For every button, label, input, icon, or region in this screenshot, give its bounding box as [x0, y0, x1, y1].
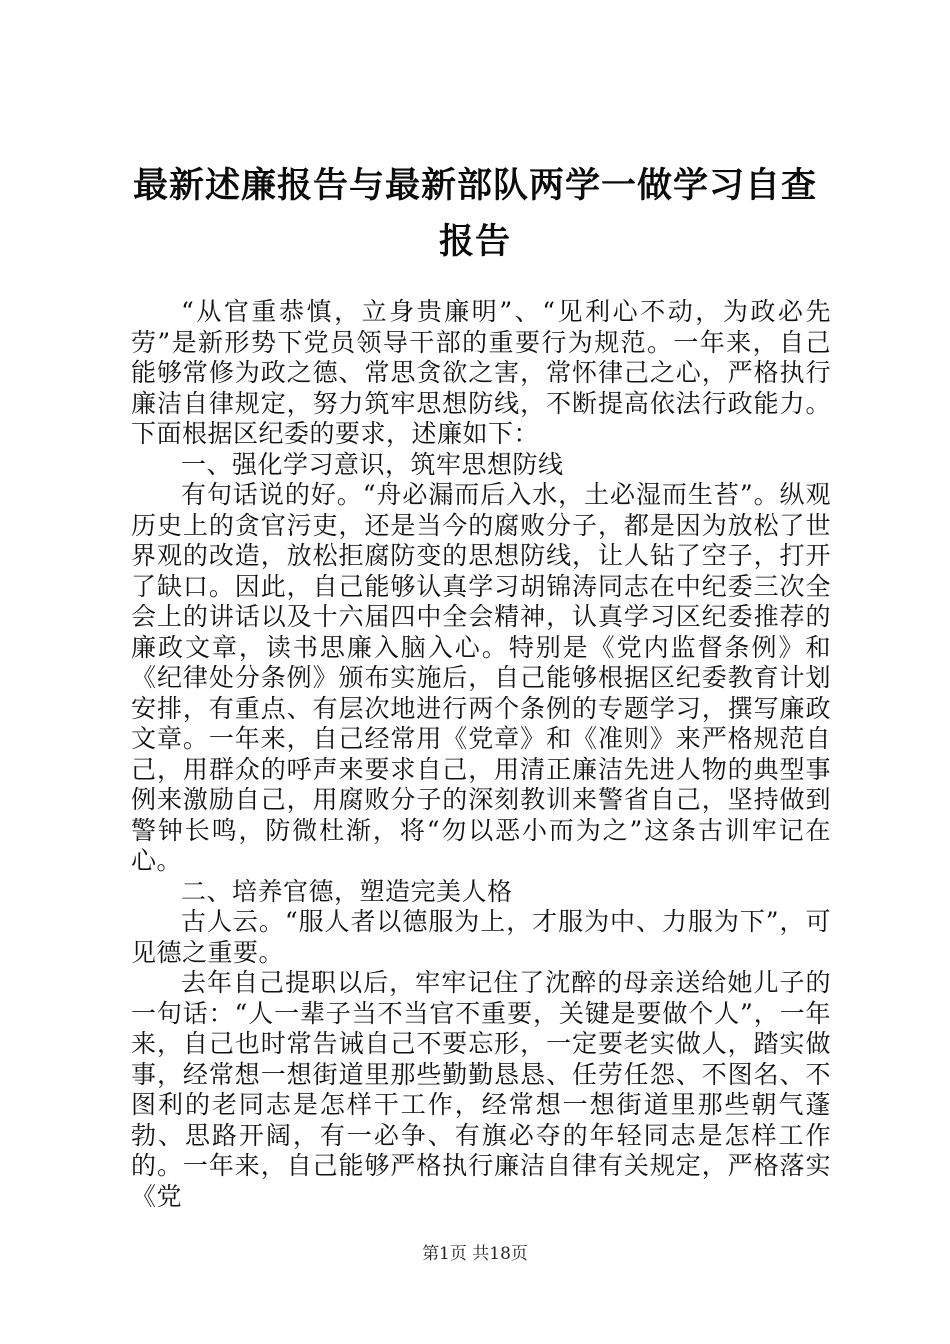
- paragraph-intro: “从官重恭慎，立身贵廉明”、“见利心不动，为政必先劳”是新形势下党员领导干部的重要行为规范。一年来，自己能够常修为政之德、常思贪欲之害，常怀律己之心，严格执行廉洁自律规定，努力筑牢思想防线，不断提高依法行政能力。下面根据区纪委的要求，述廉如下：: [131, 297, 831, 448]
- page-footer: 第1页 共18页: [422, 1244, 528, 1264]
- document-title: 最新述廉报告与最新部队两学一做学习自查报告: [132, 165, 817, 262]
- paragraph-virtue-quote: 古人云。“服人者以德服为上，才服为中、力服为下”，可见德之重要。: [131, 907, 831, 967]
- paragraph-section-1: 有句话说的好。“舟必漏而后入水，土必湿而生苔”。纵观历史上的贪官污吏，还是当今的腐败分子，都是因为放松了世界观的改造，放松拒腐防变的思想防线，让人钻了空子，打开了缺口。因此，自己能够认真学习胡锦涛同志在中纪委三次全会上的讲话以及十六届四中全会精神，认真学习区纪委推荐的廉政文章，读书思廉入脑入心。特别是《党内监督条例》和《纪律处分条例》颁布实施后，自己能够根据区纪委教育计划安排，有重点、有层次地进行两个条例的专题学习，撰写廉政文章。一年来，自己经常用《党章》和《准则》来严格规范自己，用群众的呼声来要求自己，用清正廉洁先进人物的典型事例来激励自己，用腐败分子的深刻教训来警省自己，坚持做到警钟长鸣，防微杜渐，将“勿以恶小而为之”这条古训牢记在心。: [131, 480, 831, 875]
- section-heading-1: 一、强化学习意识，筑牢思想防线: [181, 449, 564, 479]
- paragraph-promotion: 去年自己提职以后，牢牢记住了沈醉的母亲送给她儿子的一句话：“人一辈子当不当官不重要，关键是要做个人”，一年来，自己也时常告诫自己不要忘形，一定要老实做人，踏实做事，经常想一想街道里那些勤勤恳恳、任劳任怨、不图名、不图利的老同志是怎样干工作，经常想一想街道里那些朝气蓬勃、思路开阔，有一必争、有旗必夺的年轻同志是怎样工作的。一年来，自己能够严格执行廉洁自律有关规定，严格落实《党: [131, 968, 831, 1211]
- document-body: [131, 297, 831, 1212]
- section-heading-2: 二、培养官德，塑造完美人格: [181, 876, 513, 906]
